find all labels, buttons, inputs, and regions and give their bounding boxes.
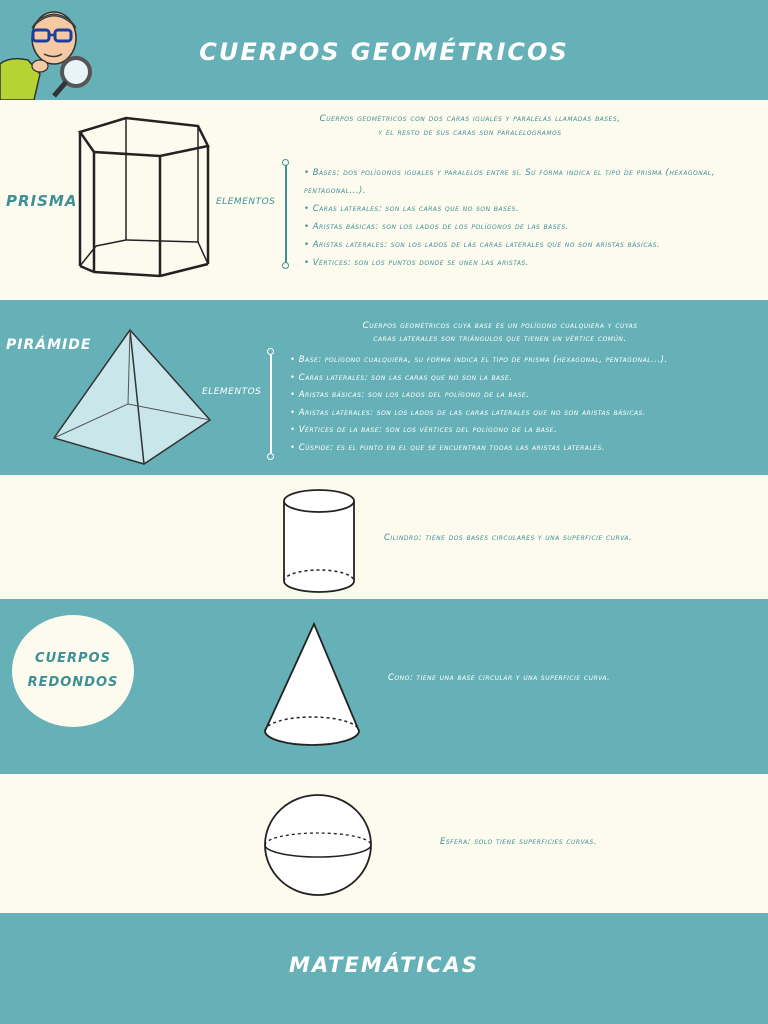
prisma-bracket-dot-bottom bbox=[282, 262, 289, 269]
prisma-bracket-line bbox=[285, 164, 287, 266]
prisma-section bbox=[0, 100, 768, 300]
piramide-elements-label: ELEMENTOS bbox=[202, 387, 262, 397]
list-item: • Caras laterales: son las caras que no son la base. bbox=[290, 370, 766, 388]
hexagonal-prism-icon bbox=[70, 116, 220, 282]
cilindro-description: Cilindro: tiene dos bases circulares y una superficie curva. bbox=[384, 533, 633, 543]
badge-line2: REDONDOS bbox=[27, 675, 119, 690]
list-item: • Vértices: son los puntos donde se unen las aristas. bbox=[304, 254, 766, 272]
list-item: • Aristas laterales: son los lados de las caras laterales que no son aristas básicas. bbox=[290, 405, 766, 423]
cone-icon bbox=[262, 621, 362, 749]
list-item: • Bases: dos polígonos iguales y paralelos entre sí. Su forma indica el tipo de prisma (hexagonal, pentagonal...). bbox=[304, 164, 766, 200]
list-item: • Aristas laterales: son los lados de las caras laterales que no son aristas básicas. bbox=[304, 236, 766, 254]
badge-line1: CUERPOS bbox=[35, 651, 111, 666]
footer-title: MATEMÁTICAS bbox=[289, 953, 479, 977]
list-item: • Aristas básicas: son los lados de los polígonos de las bases. bbox=[304, 218, 766, 236]
cono-section bbox=[0, 599, 768, 774]
prisma-definition-line2: y el resto de sus caras son paralelogramos bbox=[378, 128, 562, 138]
esfera-description: Esfera: solo tiene superficies curvas. bbox=[440, 837, 597, 847]
header-banner bbox=[0, 0, 768, 100]
piramide-bracket-line bbox=[270, 352, 272, 456]
cuerpos-redondos-badge bbox=[12, 615, 134, 727]
esfera-section bbox=[0, 774, 768, 913]
list-item: • Base: polígono cualquiera, su forma indica el tipo de prisma (hexagonal, pentagonal...). bbox=[290, 352, 766, 370]
prisma-heading: PRISMA bbox=[6, 192, 78, 210]
piramide-bracket-dot-top bbox=[267, 348, 274, 355]
list-item: • Vértices de la base: son los vértices del polígono de la base. bbox=[290, 422, 766, 440]
prisma-definition bbox=[260, 112, 680, 140]
prisma-elements-label: ELEMENTOS bbox=[216, 197, 276, 207]
prisma-elements-list bbox=[304, 164, 766, 272]
pyramid-icon bbox=[50, 326, 216, 466]
piramide-definition-line2: caras laterales son triángulos que tienen un vértice común. bbox=[373, 334, 627, 344]
list-item: • Caras laterales: son las caras que no son bases. bbox=[304, 200, 766, 218]
cylinder-icon bbox=[280, 485, 358, 597]
prisma-definition-line1: Cuerpos geométricos con dos caras iguales y paralelas llamadas bases, bbox=[319, 114, 621, 124]
footer-banner bbox=[0, 913, 768, 1024]
list-item: • Aristas básicas: son los lados del polígono de la base. bbox=[290, 387, 766, 405]
piramide-definition bbox=[280, 320, 720, 346]
sphere-icon bbox=[262, 792, 374, 898]
piramide-elements-list bbox=[290, 352, 766, 458]
piramide-section bbox=[0, 300, 768, 475]
cilindro-section bbox=[0, 475, 768, 599]
piramide-heading: PIRÁMIDE bbox=[6, 337, 92, 353]
page-title: CUERPOS GEOMÉTRICOS bbox=[199, 38, 569, 66]
cono-description: Cono: tiene una base circular y una superficie curva. bbox=[388, 673, 611, 683]
prisma-bracket-dot-top bbox=[282, 159, 289, 166]
list-item: • Cúspide: es el punto en el que se encuentran todas las aristas laterales. bbox=[290, 440, 766, 458]
piramide-definition-line1: Cuerpos geométricos cuya base es un polígono cualquiera y cuyas bbox=[362, 321, 638, 331]
piramide-bracket-dot-bottom bbox=[267, 453, 274, 460]
